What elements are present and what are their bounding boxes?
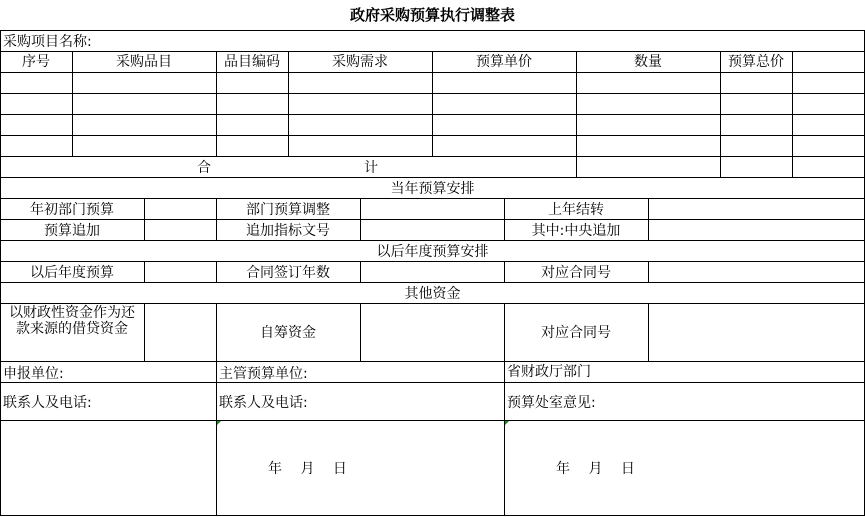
grid-line (0, 420, 865, 421)
grid-line (0, 261, 865, 262)
date-finance: 年 月 日 (556, 461, 635, 477)
finance-dept-label: 省财政厅部门 (507, 364, 591, 380)
cell-marker-icon (505, 421, 509, 425)
column-header-item-code: 品目编码 (224, 54, 280, 70)
grid-line (648, 198, 649, 240)
contact-label: 联系人及电话: (3, 395, 92, 411)
grid-line (360, 261, 361, 282)
grid-line (360, 303, 361, 361)
total-label-right: 计 (364, 160, 378, 176)
column-header-total-price: 预算总价 (728, 54, 784, 70)
column-header-index: 序号 (22, 54, 50, 70)
applicant-label: 申报单位: (3, 366, 64, 382)
supervisor-label: 主管预算单位: (219, 366, 308, 382)
later-years-header: 以后年度预算安排 (376, 244, 489, 260)
grid-line (0, 240, 865, 241)
carryover-label: 上年结转 (548, 202, 604, 218)
date-supervisor: 年 月 日 (268, 461, 347, 477)
cell-marker-icon (217, 421, 221, 425)
grid-line (792, 51, 793, 177)
current-year-header: 当年预算安排 (390, 181, 475, 197)
other-contract-no-label: 对应合同号 (541, 325, 611, 341)
grid-line (0, 515, 865, 516)
grid-line (0, 382, 865, 383)
grid-line (0, 198, 865, 199)
self-raised-label: 自筹资金 (260, 325, 316, 341)
budget-office-opinion-label: 预算处室意见: (507, 395, 596, 411)
grid-line (144, 303, 145, 361)
grid-line (0, 30, 865, 31)
grid-line (144, 198, 145, 240)
contract-years-label: 合同签订年数 (246, 265, 330, 281)
grid-line (360, 198, 361, 240)
form-title: 政府采购预算执行调整表 (349, 6, 515, 24)
grid-line (144, 261, 145, 282)
column-header-unit-price: 预算单价 (476, 54, 532, 70)
loan-funds-label: 以财政性资金作为还款来源的借贷资金 (9, 305, 135, 337)
other-funds-header: 其他资金 (404, 286, 461, 302)
supervisor-contact-label: 联系人及电话: (219, 395, 308, 411)
addition-doc-no-label: 追加指标文号 (246, 223, 330, 239)
grid-line (0, 177, 865, 178)
grid-line (0, 156, 865, 157)
grid-line (0, 361, 865, 362)
total-label-left: 合 (197, 160, 211, 176)
grid-line (0, 282, 865, 283)
grid-line (0, 219, 865, 220)
dept-adjust-label: 部门预算调整 (246, 202, 330, 218)
column-header-quantity: 数量 (634, 54, 662, 70)
grid-line (0, 303, 865, 304)
grid-line (504, 361, 505, 516)
column-header-item: 采购品目 (116, 54, 172, 70)
column-header-requirement: 采购需求 (332, 54, 388, 70)
budget-addition-label: 预算追加 (44, 223, 100, 239)
project-name-label: 采购项目名称: (3, 34, 92, 50)
later-budget-label: 以后年度预算 (30, 265, 114, 281)
contract-no-label: 对应合同号 (541, 265, 611, 281)
grid-line (648, 303, 649, 361)
grid-line (216, 361, 217, 516)
central-addition-label: 其中:中央追加 (531, 223, 621, 239)
initial-budget-label: 年初部门预算 (30, 202, 114, 218)
grid-line (648, 261, 649, 282)
